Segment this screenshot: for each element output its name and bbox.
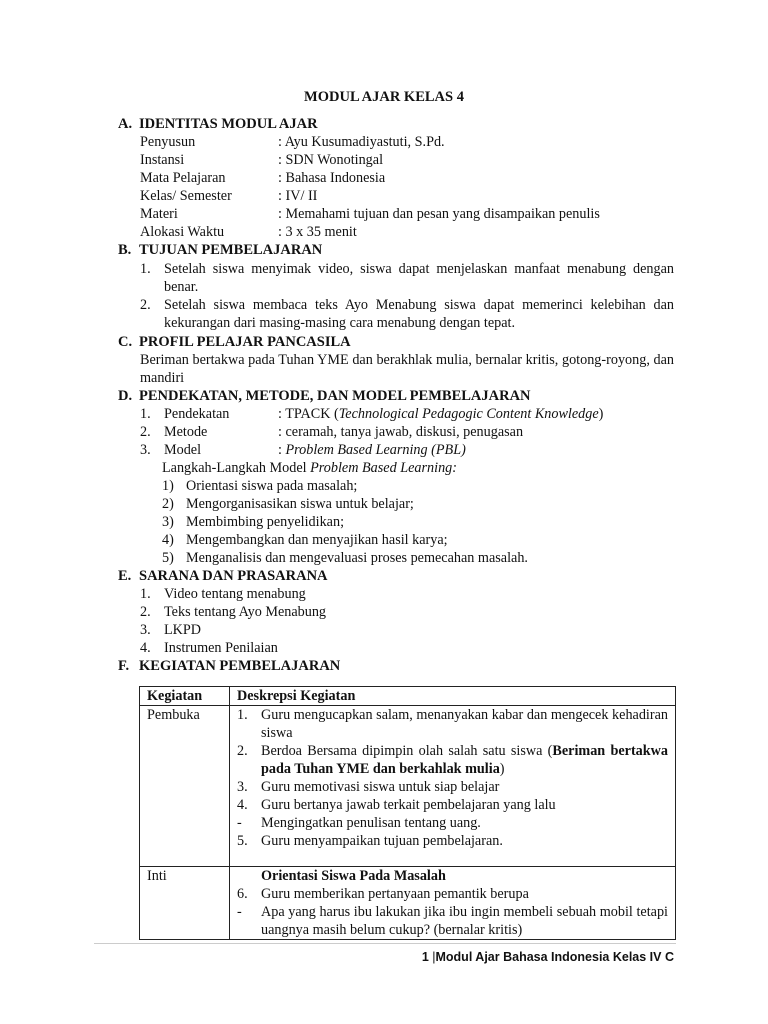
item-text: Mengingatkan penulisan tentang uang. (261, 815, 481, 831)
item-text: Setelah siswa membaca teks Ayo Menabung siswa dapat memerinci kelebihan dan kekurangan dari masing-masing cara menabung dengan tepat. (164, 297, 674, 331)
list-item (230, 903, 675, 939)
section-f-heading (118, 657, 340, 675)
value-italic: Problem Based Learning (PBL) (285, 442, 466, 458)
section-title: PENDEKATAN, METODE, DAN MODEL PEMBELAJARAN (139, 388, 531, 404)
item-text: ) (499, 761, 505, 777)
identitas-value: : Memahami tujuan dan pesan yang disampaikan penulis (278, 206, 600, 222)
table-header-row (140, 687, 676, 706)
identitas-key: Instansi (140, 152, 185, 168)
item-text: Mengorganisasikan siswa untuk belajar; (186, 496, 414, 512)
item-text: Guru menyampaikan tujuan pembelajaran. (261, 833, 503, 849)
item-number: 3) (162, 514, 174, 530)
section-title: IDENTITAS MODUL AJAR (139, 116, 318, 132)
item-number: 5. (237, 833, 248, 849)
pendekatan-value (278, 441, 466, 459)
item-text: LKPD (164, 622, 202, 638)
kegiatan-description (230, 706, 676, 867)
identitas-value: : SDN Wonotingal (278, 152, 384, 168)
item-text: Guru bertanya jawab terkait pembelajaran yang lalu (261, 797, 556, 813)
langkah-intro (162, 459, 457, 477)
item-number: 2. (237, 743, 248, 759)
identitas-value: : IV/ II (278, 188, 318, 204)
item-number: 4) (162, 532, 174, 548)
section-letter: A. (118, 116, 133, 132)
list-item (230, 706, 675, 742)
pendekatan-value: : ceramah, tanya jawab, diskusi, penugasan (278, 424, 524, 440)
item-number: 2. (140, 424, 151, 440)
page-footer (422, 948, 674, 966)
value-text: : TPACK ( (278, 406, 339, 422)
item-bold-text: Beriman bertakwa pada Tuhan YME dan berkahlak mulia (261, 743, 668, 777)
item-text: Video tentang menabung (164, 586, 306, 602)
item-bullet: - (237, 904, 242, 920)
value-italic: Technological Pedagogic Content Knowledge (338, 406, 599, 422)
item-text: Instrumen Penilaian (164, 640, 278, 656)
section-a-heading (118, 115, 318, 133)
table-row (140, 867, 676, 940)
list-item (230, 832, 675, 850)
item-number: 1. (140, 406, 151, 422)
kegiatan-table (139, 686, 676, 940)
pendekatan-key: Pendekatan (164, 406, 230, 422)
list-item (230, 778, 675, 796)
page-number: 1 (421, 950, 429, 964)
pendekatan-key: Model (164, 442, 202, 458)
section-letter: B. (118, 242, 132, 258)
footer-divider (94, 943, 676, 944)
identitas-value: : 3 x 35 menit (278, 224, 357, 240)
tujuan-item (140, 296, 674, 332)
item-text: Orientasi siswa pada masalah; (186, 478, 358, 494)
item-text: Menganalisis dan mengevaluasi proses pemecahan masalah. (186, 550, 528, 566)
item-number: 3. (140, 622, 151, 638)
section-letter: D. (118, 388, 133, 404)
item-number: 3. (237, 779, 248, 795)
value-text: ) (598, 406, 604, 422)
identitas-key: Materi (140, 206, 178, 222)
section-title: PROFIL PELAJAR PANCASILA (139, 334, 351, 350)
item-number: 4. (237, 797, 248, 813)
item-number: 1) (162, 478, 174, 494)
kegiatan-label: Inti (140, 867, 230, 940)
item-bullet: - (237, 815, 242, 831)
item-number: 1. (140, 586, 151, 602)
section-letter: F. (118, 658, 130, 674)
intro-text: Langkah-Langkah Model (162, 460, 311, 476)
page-title: MODUL AJAR KELAS 4 (304, 89, 464, 105)
identitas-key: Alokasi Waktu (140, 224, 225, 240)
identitas-key: Mata Pelajaran (140, 170, 226, 186)
tujuan-item (140, 260, 674, 296)
footer-text: Modul Ajar Bahasa Indonesia Kelas IV C (435, 950, 674, 964)
identitas-key: Kelas/ Semester (140, 188, 232, 204)
item-number: 2. (140, 604, 151, 620)
item-number: 2. (140, 297, 151, 313)
item-number: 5) (162, 550, 174, 566)
item-number: 1. (140, 261, 151, 277)
item-text: Guru memberikan pertanyaan pemantik berupa (261, 886, 529, 902)
pendekatan-value (278, 405, 603, 423)
list-item (230, 742, 675, 778)
item-text: Guru mengucapkan salam, menanyakan kabar dan mengecek kehadiran siswa (261, 707, 668, 741)
table-row (140, 706, 676, 867)
section-d-heading (118, 387, 531, 405)
value-text: : (278, 442, 286, 458)
kegiatan-label: Pembuka (140, 706, 230, 867)
profil-text: Beriman bertakwa pada Tuhan YME dan berakhlak mulia, bernalar kritis, gotong-royong, dan mandiri (140, 352, 674, 386)
item-text: Mengembangkan dan menyajikan hasil karya; (186, 532, 448, 548)
intro-italic: Problem Based Learning: (310, 460, 457, 476)
identitas-value: : Ayu Kusumadiyastuti, S.Pd. (278, 134, 445, 150)
section-title: KEGIATAN PEMBELAJARAN (139, 658, 341, 674)
kegiatan-description (230, 867, 676, 940)
section-b-heading (118, 241, 322, 259)
list-item (230, 796, 675, 814)
list-item (230, 885, 675, 903)
item-number: 1. (237, 707, 248, 723)
item-text: Setelah siswa menyimak video, siswa dapat menjelaskan manfaat menabung dengan benar. (164, 261, 674, 295)
subheading: Orientasi Siswa Pada Masalah (261, 868, 446, 884)
item-number: 2) (162, 496, 174, 512)
section-letter: E. (118, 568, 132, 584)
table-header-cell: Kegiatan (140, 687, 230, 706)
list-item (230, 814, 675, 832)
section-e-heading (118, 567, 328, 585)
section-title: TUJUAN PEMBELAJARAN (139, 242, 323, 258)
pendekatan-key: Metode (164, 424, 208, 440)
item-text: Apa yang harus ibu lakukan jika ibu ingin membeli sebuah mobil tetapi uangnya masih belum cukup? (bernalar kritis) (261, 904, 668, 938)
item-number: 4. (140, 640, 151, 656)
section-letter: C. (118, 334, 133, 350)
item-number: 3. (140, 442, 151, 458)
table-header-cell: Deskrepsi Kegiatan (230, 687, 676, 706)
identitas-key: Penyusun (140, 134, 196, 150)
identitas-value: : Bahasa Indonesia (278, 170, 386, 186)
item-text: Berdoa Bersama dipimpin olah salah satu siswa ( (261, 743, 553, 759)
section-title: SARANA DAN PRASARANA (139, 568, 328, 584)
item-text: Guru memotivasi siswa untuk siap belajar (261, 779, 500, 795)
item-number: 6. (237, 886, 248, 902)
item-text: Teks tentang Ayo Menabung (164, 604, 327, 620)
footer-separator: | (428, 950, 436, 964)
item-text: Membimbing penyelidikan; (186, 514, 345, 530)
section-c-heading (118, 333, 351, 351)
